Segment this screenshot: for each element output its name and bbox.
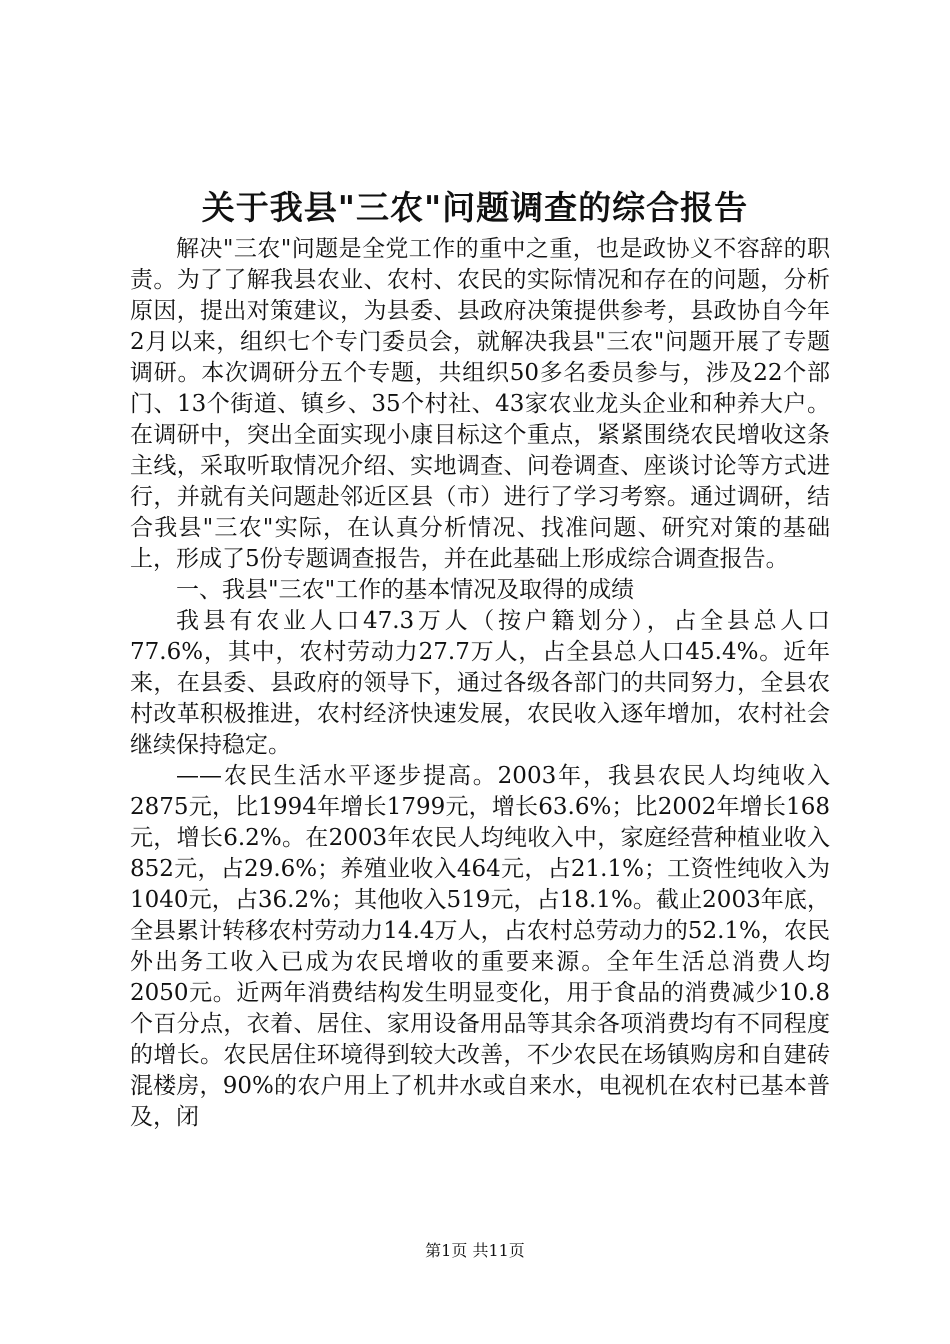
paragraph-living-standard: ——农民生活水平逐步提高。2003年，我县农民人均纯收入2875元，比1994年增长1799元，增长63.6%；比2002年增长168元，增长6.2%。在2003年农民人均纯收入中，家庭经营种植业收入852元，占29.6%；养殖业收入464元，占21.1%；工资性纯收入为1040元，占36.2%；其他收入519元，占18.1%。截止2003年底，全县累计转移农村劳动力14.4万人，占农村总劳动力的52.1%，农民外出务工收入已成为农民增收的重要来源。全年生活总消费人均2050元。近两年消费结构发生明显变化，用于食品的消费减少10.8个百分点，衣着、居住、家用设备用品等其余各项消费均有不同程度的增长。农民居住环境得到较大改善，不少农民在场镇购房和自建砖混楼房，90%的农户用上了机井水或自来水，电视机在农村已基本普及，闭 [130,763,830,1130]
page-footer: 第1页 共11页 [425,1241,525,1260]
document-body [130,234,830,1133]
document-title: 关于我县"三农"问题调查的综合报告 [201,188,749,227]
paragraph-intro: 解决"三农"问题是全党工作的重中之重，也是政协义不容辞的职责。为了了解我县农业、农村、农民的实际情况和存在的问题，分析原因，提出对策建议，为县委、县政府决策提供参考，县政协自今年2月以来，组织七个专门委员会，就解决我县"三农"问题开展了专题调研。本次调研分五个专题，共组织50多名委员参与，涉及22个部门、13个街道、镇乡、35个村社、43家农业龙头企业和种养大户。在调研中，突出全面实现小康目标这个重点，紧紧围绕农民增收这条主线，采取听取情况介绍、实地调查、问卷调查、座谈讨论等方式进行，并就有关问题赴邻近区县（市）进行了学习考察。通过调研，结合我县"三农"实际，在认真分析情况、找准问题、研究对策的基础上，形成了5份专题调查报告，并在此基础上形成综合调查报告。 [130,236,830,572]
paragraph-population: 我县有农业人口47.3万人（按户籍划分），占全县总人口77.6%，其中，农村劳动力27.7万人，占全县总人口45.4%。近年来，在县委、县政府的领导下，通过各级各部门的共同努力，全县农村改革积极推进，农村经济快速发展，农民收入逐年增加，农村社会继续保持稳定。 [130,608,830,758]
section-heading: 一、我县"三农"工作的基本情况及取得的成绩 [176,577,635,603]
